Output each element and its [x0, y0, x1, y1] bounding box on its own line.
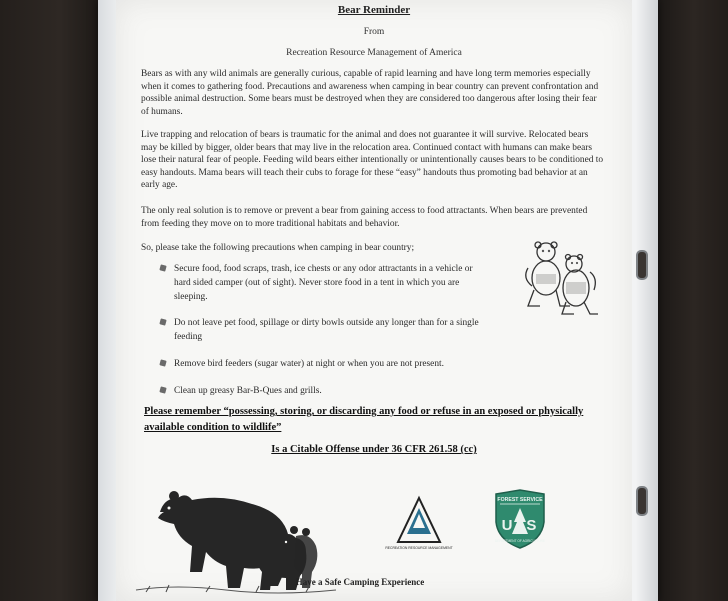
- notice-title: Bear Reminder: [337, 4, 411, 16]
- list-item: Clean up greasy Bar-B-Ques and grills.: [160, 384, 490, 398]
- forest-service-top-text: FOREST SERVICE: [497, 497, 543, 503]
- grommet: [636, 486, 648, 516]
- precautions-list: [160, 316, 490, 344]
- list-item: Do not leave pet food, spillage or dirty bowls outside any longer than for a single feeding: [160, 316, 490, 344]
- wall-left: [0, 0, 100, 601]
- notice-paper: [116, 0, 632, 601]
- wall-right: [652, 0, 728, 601]
- remember-statement: Please remember “possessing, storing, or discarding any food or refuse in an exposed or physically available condition to wildlife”: [144, 406, 584, 433]
- paragraph-intro: Bears as with any wild animals are generally curious, capable of rapid learning and have long term memories especially when it comes to gathering food. Precautions and awareness when camping in bear country can prevent confrontation and possible animal destruction. Some bears must be destroyed when they are considered too dangerous after losing their fear of humans.: [141, 69, 599, 117]
- citable-offense: Is a Citable Offense under 36 CFR 261.58 (cc): [271, 444, 477, 455]
- bullet-icon: [159, 264, 166, 271]
- footer-message: Have a Safe Camping Experience: [295, 577, 425, 587]
- forest-service-shield-icon: [492, 488, 551, 550]
- forest-service-letters: US: [501, 517, 551, 534]
- forest-service-bottom-text: DEPARTMENT OF AGRICULTURE: [494, 539, 546, 543]
- list-item: Remove bird feeders (sugar water) at night or when you are not present.: [160, 357, 520, 371]
- precautions-list: [160, 357, 520, 371]
- paragraph-precautions-intro: So, please take the following precautions when camping in bear country;: [141, 243, 415, 253]
- paragraph-relocation: Live trapping and relocation of bears is traumatic for the animal and does not guarantee it will survive. Relocated bears may be killed by bigger, older bears that may live in the relocation area. Continued contact with humans can make bears lose their natural fear of people. Feeding wild bears either intentionally or unintentionally causes bears to be conditioned to easy handouts. Mama bears will teach their cubs to forage for these “easy” handouts thus promoting bad behavior at an early age.: [141, 130, 604, 191]
- cartoon-bears-icon: [516, 238, 600, 322]
- rrm-logo-icon: [385, 496, 453, 552]
- organization-name: Recreation Resource Management of America: [286, 48, 462, 58]
- precautions-list: [160, 384, 490, 398]
- list-item: Secure food, food scraps, trash, ice chests or any odor attractants in a vehicle or hard sided camper (out of sight). Never store food in a tent in which you are sleeping.: [160, 262, 490, 304]
- precautions-list: [160, 262, 490, 304]
- bullet-icon: [159, 318, 166, 325]
- rrm-logo-text: RECREATION RESOURCE MANAGEMENT: [385, 546, 453, 550]
- bullet-icon: [159, 386, 166, 393]
- paragraph-solution: The only real solution is to remove or prevent a bear from gaining access to food attractants. When bears are prevented from feeding they move on to more traditional habitats and behavior.: [141, 206, 588, 229]
- bullet-icon: [159, 359, 166, 366]
- grommet: [636, 250, 648, 280]
- from-label: From: [363, 27, 385, 37]
